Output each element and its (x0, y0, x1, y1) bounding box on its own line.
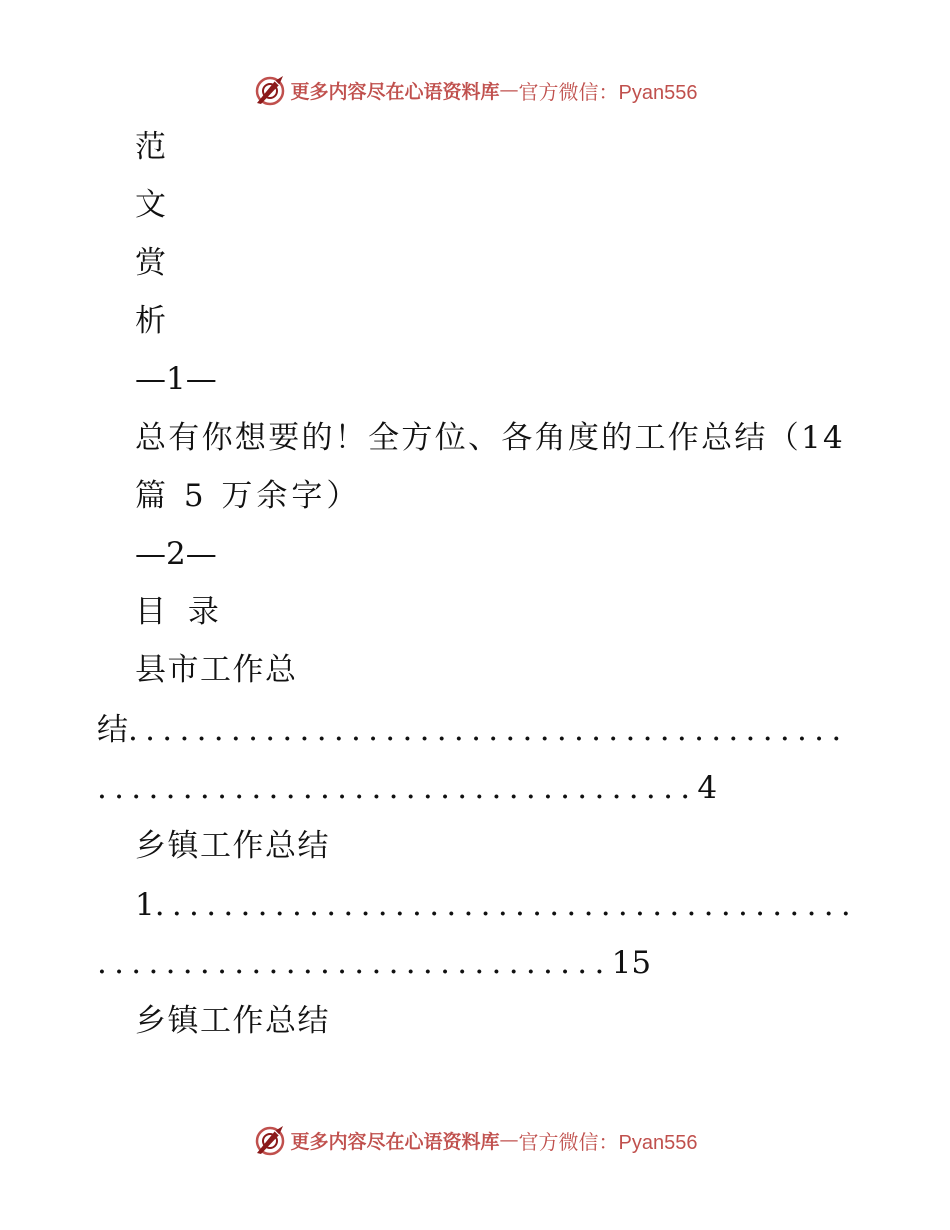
title-char-4: 析 (135, 303, 166, 339)
toc-entry-1-title: 县市工作总 (135, 652, 298, 688)
page-mark-2: —2— (135, 536, 217, 572)
toc-entry-1-title-cont (97, 710, 848, 750)
title-char-1: 范 (135, 129, 166, 165)
footer-separator: — (499, 1129, 519, 1151)
headline-line-1: 总有你想要的！全方位、各角度的工作总结（14 (135, 420, 846, 456)
toc-entry-2-prefix: 1 (135, 887, 155, 923)
title-char-2: 文 (135, 187, 166, 223)
header-separator: — (499, 79, 519, 101)
toc-entry-1-leader-1: .......................................... (128, 712, 849, 748)
quill-logo-icon (253, 1123, 287, 1157)
header-wechat-text: 官方微信：Pyan556 (518, 81, 698, 104)
footer-banner (0, 1120, 950, 1160)
toc-entry-2-number-line (135, 885, 858, 925)
footer-brand-text: 更多内容尽在心语资料库 (290, 1130, 500, 1153)
headline-line-2: 篇 5 万余字） (135, 478, 362, 514)
toc-entry-3-title: 乡镇工作总结 (135, 1003, 330, 1039)
toc-entry-1-leader-2: ................................... (97, 770, 698, 806)
toc-entry-2-leader-line (97, 943, 651, 983)
header-brand-text: 更多内容尽在心语资料库 (290, 80, 500, 103)
quill-logo-icon (253, 73, 287, 107)
toc-entry-2-leader-2: .............................. (97, 945, 612, 981)
toc-entry-1-page: 4 (697, 770, 718, 806)
toc-entry-1-leader-line (97, 768, 717, 808)
title-char-3: 赏 (135, 245, 166, 281)
toc-heading: 目 录 (135, 594, 225, 630)
toc-entry-2-page: 15 (611, 945, 652, 981)
toc-entry-2-leader-1: ......................................... (154, 887, 859, 923)
footer-wechat-text: 官方微信：Pyan556 (518, 1131, 698, 1154)
header-banner (0, 70, 950, 110)
toc-entry-1-title-cont-text: 结 (97, 712, 128, 748)
page-mark-1: —1— (135, 361, 217, 397)
toc-entry-2-title: 乡镇工作总结 (135, 828, 330, 864)
